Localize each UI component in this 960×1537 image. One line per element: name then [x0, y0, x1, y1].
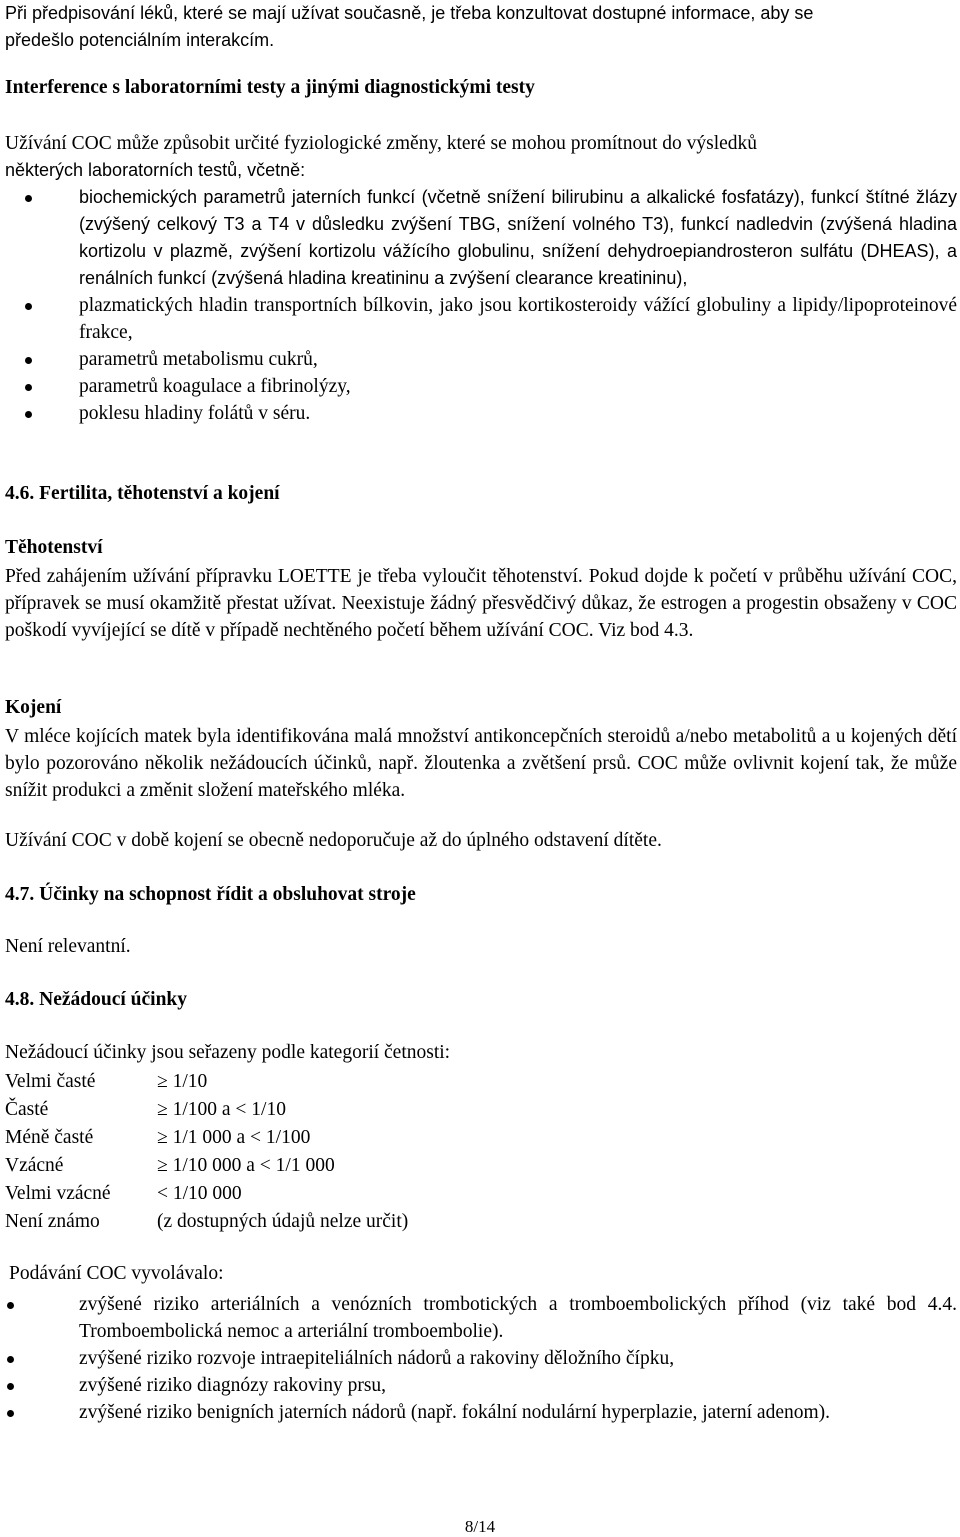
lactation-text: V mléce kojících matek byla identifikována malá množství antikoncepčních steroidů a/nebo metabolitů a u kojených dětí bylo pozorováno několik nežádoucích účinků, např. žloutenka a zvětšení prsů. COC může ovlivnit kojení tak, že může snížit produkci a změnit složení mateřského mléka. — [5, 726, 957, 801]
bullet-icon — [7, 1410, 14, 1417]
lactation-title: Kojení — [5, 697, 62, 718]
frequency-label: Časté — [5, 1099, 49, 1120]
frequency-value: ≥ 1/1 000 a < 1/100 — [157, 1127, 311, 1148]
list-item: plazmatických hladin transportních bílkovin, jako jsou kortikosteroidy vážící globuliny a lipidy/lipoproteinové frakce, — [5, 292, 957, 346]
table-row — [5, 1124, 408, 1152]
pregnancy-text: Před zahájením užívání přípravku LOETTE je třeba vyloučit těhotenství. Pokud dojde k početí v průběhu užívání COC, přípravek se musí okamžitě přestat užívat. Neexistuje žádný přesvědčivý důkaz, že estrogen a progestin obsaženy v COC poškodí vyvíjející se dítě v případě nechtěného početí během užívání COC. Viz bod 4.3. — [5, 566, 957, 641]
frequency-table — [5, 1068, 408, 1236]
frequency-value: ≥ 1/10 000 a < 1/1 000 — [157, 1155, 335, 1176]
list-item: biochemických parametrů jaterních funkcí (včetně snížení bilirubinu a alkalické fosfatázy), funkcí štítné žlázy (zvýšený celkový T3 a T4 v důsledku zvýšení TBG, snížení volného T3), funkcí nadledvin (zvýšená hladina kortizolu v plazmě, zvýšení kortizolu vážícího globulinu, snížení dehydroepiandrosteron sulfátu (DHEAS), a renálních funkcí (zvýšená hladina kreatininu a zvýšení clearance kreatininu), — [5, 184, 957, 292]
interference-intro-line: Užívání COC může způsobit určité fyziologické změny, které se mohou promítnout do výsledků — [5, 133, 758, 154]
frequency-label: Vzácné — [5, 1155, 64, 1176]
list-item: zvýšené riziko benigních jaterních nádorů (např. fokální nodulární hyperplazie, jaterní adenom). — [5, 1399, 957, 1426]
interference-list — [5, 184, 957, 427]
interference-heading: Interference s laboratorními testy a jinými diagnostickými testy — [5, 77, 535, 98]
list-item: poklesu hladiny folátů v séru. — [5, 400, 957, 427]
intro-line: předešlo potenciálním interakcím. — [5, 30, 275, 50]
bullet-icon — [25, 384, 32, 391]
bullet-icon — [7, 1302, 14, 1309]
intro-block — [5, 0, 957, 54]
frequency-value: < 1/10 000 — [157, 1183, 242, 1204]
bullet-icon — [7, 1383, 14, 1390]
lactation-note: Užívání COC v době kojení se obecně nedoporučuje až do úplného odstavení dítěte. — [5, 830, 662, 851]
bullet-icon — [25, 303, 32, 310]
bullet-icon — [7, 1356, 14, 1363]
frequency-label: Méně časté — [5, 1127, 94, 1148]
list-item: parametrů metabolismu cukrů, — [5, 346, 957, 373]
section-heading-4-6: 4.6. Fertilita, těhotenství a kojení — [5, 483, 280, 504]
frequency-label: Velmi časté — [5, 1071, 96, 1092]
frequency-value: ≥ 1/10 — [157, 1071, 208, 1092]
pregnancy-title: Těhotenství — [5, 537, 103, 558]
table-row — [5, 1208, 408, 1236]
list-item: parametrů koagulace a fibrinolýzy, — [5, 373, 957, 400]
intro-line: Při předpisování léků, které se mají užívat současně, je třeba konzultovat dostupné informace, aby se — [5, 3, 814, 23]
bullet-icon — [25, 411, 32, 418]
section-heading-4-8: 4.8. Nežádoucí účinky — [5, 989, 188, 1010]
page-number: 8/14 — [464, 1517, 496, 1536]
list-item: zvýšené riziko arteriálních a venózních trombotických a tromboembolických příhod (viz také bod 4.4. Tromboembolická nemoc a arteriální tromboembolie). — [5, 1291, 957, 1345]
list-item: zvýšené riziko rozvoje intraepiteliálních nádorů a rakoviny děložního čípku, — [5, 1345, 957, 1372]
bullet-icon — [25, 357, 32, 364]
bullet-icon — [25, 195, 32, 202]
table-row — [5, 1152, 408, 1180]
section-4-7-text: Není relevantní. — [5, 936, 131, 957]
list-item: zvýšené riziko diagnózy rakoviny prsu, — [5, 1372, 957, 1399]
frequency-intro: Nežádoucí účinky jsou seřazeny podle kategorií četnosti: — [5, 1042, 451, 1063]
frequency-value: ≥ 1/100 a < 1/10 — [157, 1099, 286, 1120]
section-heading-4-7: 4.7. Účinky na schopnost řídit a obsluhovat stroje — [5, 884, 416, 905]
frequency-value: (z dostupných údajů nelze určit) — [157, 1211, 409, 1232]
table-row — [5, 1096, 408, 1124]
interference-intro-line: některých laboratorních testů, včetně: — [5, 160, 306, 180]
table-row — [5, 1180, 408, 1208]
coc-list — [5, 1291, 957, 1426]
table-row — [5, 1068, 408, 1096]
interference-intro — [5, 130, 957, 184]
frequency-label: Není známo — [5, 1211, 100, 1232]
frequency-label: Velmi vzácné — [5, 1183, 111, 1204]
coc-intro: Podávání COC vyvolávalo: — [9, 1263, 224, 1284]
